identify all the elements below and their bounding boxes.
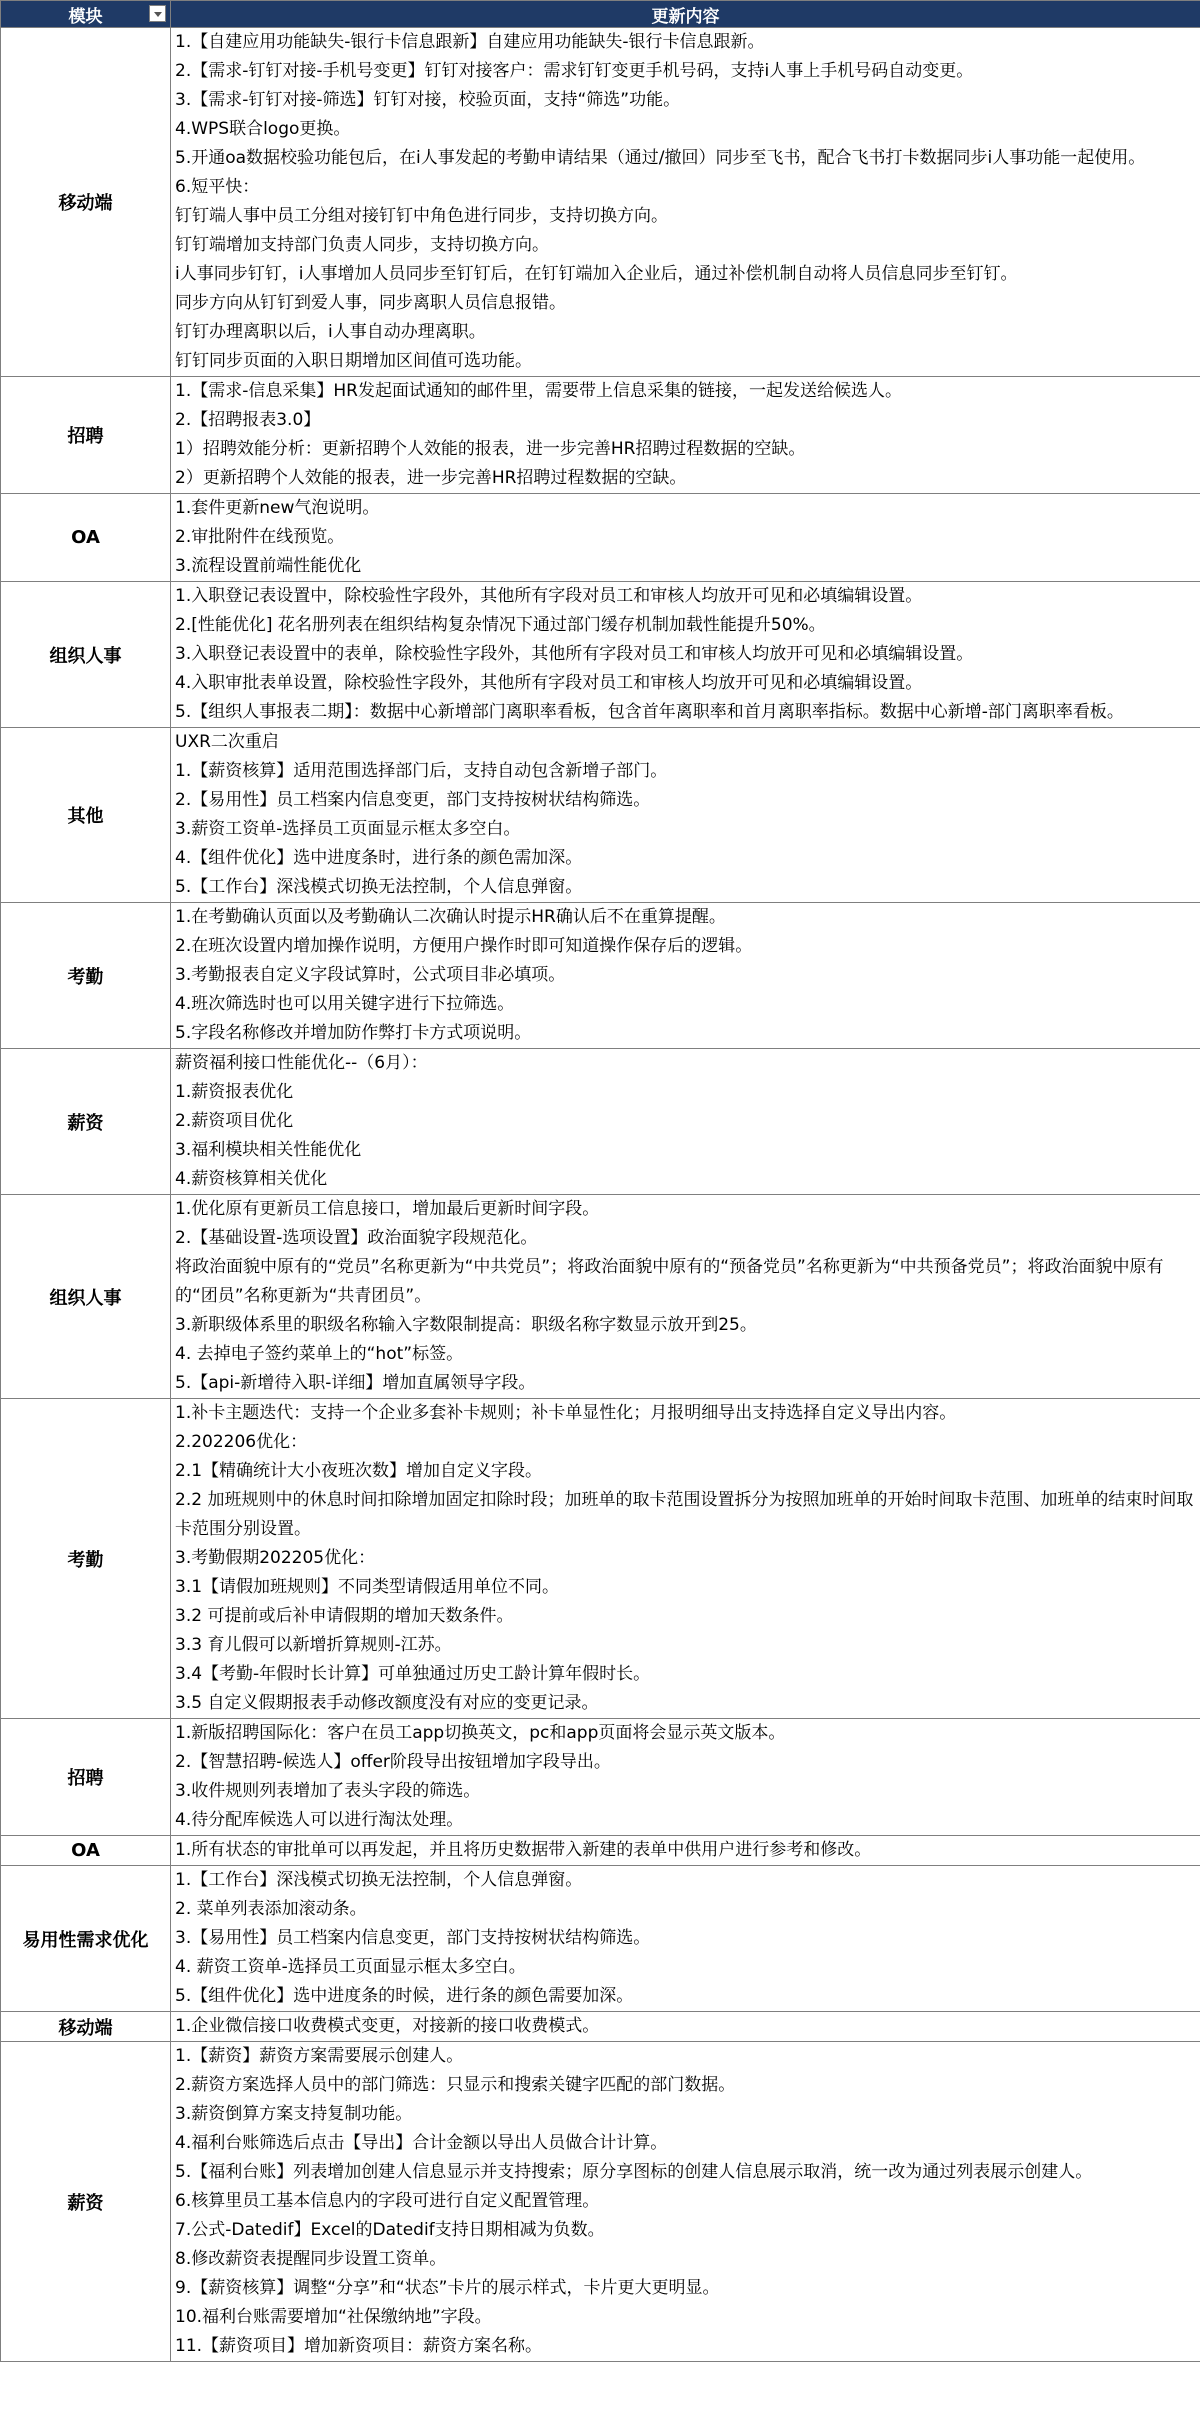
content-line: 2.202206优化： — [175, 1432, 308, 1452]
content-line: 2.【需求-钉钉对接-手机号变更】钉钉对接客户：需求钉钉变更手机号码，支持i人事上手机号码自动变更。 — [175, 61, 974, 81]
content-header-label: 更新内容 — [651, 6, 720, 27]
module-cell[interactable]: 其他 — [1, 728, 171, 903]
content-line: 2）更新招聘个人效能的报表，进一步完善HR招聘过程数据的空缺。 — [175, 468, 687, 488]
content-line: 4.薪资核算相关优化 — [175, 1169, 328, 1189]
content-line: 3.福利模块相关性能优化 — [175, 1140, 362, 1160]
table-row — [1, 903, 1200, 1049]
module-cell[interactable]: 移动端 — [1, 2012, 171, 2042]
content-line: 4. 薪资工资单-选择员工页面显示框太多空白。 — [175, 1957, 526, 1977]
content-line: 3.5 自定义假期报表手动修改额度没有对应的变更记录。 — [175, 1693, 599, 1713]
module-cell[interactable]: 组织人事 — [1, 1195, 171, 1399]
content-line: 5.字段名称修改并增加防作弊打卡方式项说明。 — [175, 1023, 532, 1043]
content-line: 2.【基础设置-选项设置】政治面貌字段规范化。 — [175, 1228, 538, 1248]
filter-dropdown-icon[interactable] — [149, 5, 166, 22]
header-row — [1, 1, 1200, 28]
content-line: 11.【薪资项目】增加新资项目：薪资方案名称。 — [175, 2336, 543, 2356]
content-line: 1.薪资报表优化 — [175, 1082, 294, 1102]
table-row — [1, 1195, 1200, 1399]
table-body — [1, 28, 1200, 2362]
content-line: 2.薪资项目优化 — [175, 1111, 294, 1131]
content-line: 1.套件更新new气泡说明。 — [175, 498, 380, 518]
content-line: 3.【需求-钉钉对接-筛选】钉钉对接，校验页面，支持“筛选”功能。 — [175, 90, 681, 110]
content-line: 3.收件规则列表增加了表头字段的筛选。 — [175, 1781, 481, 1801]
table-row — [1, 582, 1200, 728]
content-line: 2.【智慧招聘-候选人】offer阶段导出按钮增加字段导出。 — [175, 1752, 611, 1772]
content-line: 钉钉端人事中员工分组对接钉钉中角色进行同步，支持切换方向。 — [175, 206, 668, 226]
module-cell[interactable]: 薪资 — [1, 1049, 171, 1195]
content-cell[interactable] — [171, 1719, 1200, 1836]
content-line: 钉钉端增加支持部门负责人同步，支持切换方向。 — [175, 235, 549, 255]
content-line: 3.薪资倒算方案支持复制功能。 — [175, 2104, 413, 2124]
content-line: 4.入职审批表单设置，除校验性字段外，其他所有字段对员工和审核人均放开可见和必填编辑设置。 — [175, 673, 923, 693]
content-line: 1.所有状态的审批单可以再发起，并且将历史数据带入新建的表单中供用户进行参考和修改。 — [175, 1840, 872, 1860]
content-line: 5.【组织人事报表二期】：数据中心新增部门离职率看板，包含首年离职率和首月离职率指标。数据中心新增-部门离职率看板。 — [175, 702, 1124, 722]
content-cell[interactable] — [171, 728, 1200, 903]
table-row — [1, 1399, 1200, 1719]
content-line: 2.薪资方案选择人员中的部门筛选：只显示和搜索关键字匹配的部门数据。 — [175, 2075, 736, 2095]
table-row — [1, 1836, 1200, 1866]
content-line: 2.在班次设置内增加操作说明，方便用户操作时即可知道操作保存后的逻辑。 — [175, 936, 753, 956]
module-cell[interactable]: 易用性需求优化 — [1, 1866, 171, 2012]
content-line: UXR二次重启 — [175, 732, 279, 752]
module-cell[interactable]: 移动端 — [1, 28, 171, 377]
content-line: 4.WPS联合logo更换。 — [175, 119, 351, 139]
content-line: 3.入职登记表设置中的表单，除校验性字段外，其他所有字段对员工和审核人均放开可见和必填编辑设置。 — [175, 644, 974, 664]
table-row — [1, 2042, 1200, 2362]
content-cell[interactable] — [171, 1195, 1200, 1399]
content-cell[interactable] — [171, 494, 1200, 582]
content-cell[interactable] — [171, 1866, 1200, 2012]
content-line: 9.【薪资核算】调整“分享”和“状态”卡片的展示样式，卡片更大更明显。 — [175, 2278, 720, 2298]
content-line: 3.薪资工资单-选择员工页面显示框太多空白。 — [175, 819, 521, 839]
content-line: 1.在考勤确认页面以及考勤确认二次确认时提示HR确认后不在重算提醒。 — [175, 907, 726, 927]
table-row — [1, 728, 1200, 903]
module-cell[interactable]: 考勤 — [1, 1399, 171, 1719]
module-cell[interactable]: OA — [1, 494, 171, 582]
content-line: 1）招聘效能分析：更新招聘个人效能的报表，进一步完善HR招聘过程数据的空缺。 — [175, 439, 806, 459]
content-line: 2.【招聘报表3.0】 — [175, 410, 321, 430]
content-line: 3.新职级体系里的职级名称输入字数限制提高：职级名称字数显示放开到25。 — [175, 1315, 757, 1335]
table-row — [1, 1049, 1200, 1195]
content-line: 3.3 育儿假可以新增折算规则-江苏。 — [175, 1635, 452, 1655]
module-header-label: 模块 — [68, 6, 103, 27]
content-cell[interactable] — [171, 2042, 1200, 2362]
content-cell[interactable] — [171, 582, 1200, 728]
content-line: 1.企业微信接口收费模式变更，对接新的接口收费模式。 — [175, 2016, 600, 2036]
content-line: 3.【易用性】员工档案内信息变更，部门支持按树状结构筛选。 — [175, 1928, 651, 1948]
content-line: 钉钉同步页面的入职日期增加区间值可选功能。 — [175, 351, 532, 371]
content-line: 2. 菜单列表添加滚动条。 — [175, 1899, 367, 1919]
module-cell[interactable]: 薪资 — [1, 2042, 171, 2362]
content-line: 1.入职登记表设置中，除校验性字段外，其他所有字段对员工和审核人均放开可见和必填编辑设置。 — [175, 586, 923, 606]
content-line: 1.【工作台】深浅模式切换无法控制，个人信息弹窗。 — [175, 1870, 583, 1890]
content-line: 6.核算里员工基本信息内的字段可进行自定义配置管理。 — [175, 2191, 600, 2211]
content-line: 2.【易用性】员工档案内信息变更，部门支持按树状结构筛选。 — [175, 790, 651, 810]
content-line: 10.福利台账需要增加“社保缴纳地”字段。 — [175, 2307, 492, 2327]
table-row — [1, 1719, 1200, 1836]
content-line: 1.【薪资核算】适用范围选择部门后，支持自动包含新增子部门。 — [175, 761, 668, 781]
content-line: 3.1【请假加班规则】不同类型请假适用单位不同。 — [175, 1577, 560, 1597]
content-line: 1.补卡主题迭代：支持一个企业多套补卡规则；补卡单显性化；月报明细导出支持选择自定义导出内容。 — [175, 1403, 957, 1423]
content-line: 6.短平快： — [175, 177, 260, 197]
content-cell[interactable] — [171, 28, 1200, 377]
content-line: 4. 去掉电子签约菜单上的“hot”标签。 — [175, 1344, 464, 1364]
content-line: 3.考勤报表自定义字段试算时，公式项目非必填项。 — [175, 965, 566, 985]
module-cell[interactable]: OA — [1, 1836, 171, 1866]
content-line: 钉钉办理离职以后，i人事自动办理离职。 — [175, 322, 486, 342]
module-cell[interactable]: 招聘 — [1, 1719, 171, 1836]
content-line: 8.修改薪资表提醒同步设置工资单。 — [175, 2249, 447, 2269]
content-line: 2.1【精确统计大小夜班次数】增加自定义字段。 — [175, 1461, 543, 1481]
content-line: 1.【薪资】薪资方案需要展示创建人。 — [175, 2046, 464, 2066]
content-line: 2.[性能优化] 花名册列表在组织结构复杂情况下通过部门缓存机制加载性能提升50%。 — [175, 615, 826, 635]
content-cell[interactable] — [171, 903, 1200, 1049]
content-line: i人事同步钉钉，i人事增加人员同步至钉钉后，在钉钉端加入企业后，通过补偿机制自动将人员信息同步至钉钉。 — [175, 264, 1018, 284]
table-row — [1, 2012, 1200, 2042]
table-row — [1, 494, 1200, 582]
content-line: 3.考勤假期202205优化： — [175, 1548, 376, 1568]
content-cell[interactable] — [171, 1836, 1200, 1866]
content-line: 1.优化原有更新员工信息接口，增加最后更新时间字段。 — [175, 1199, 600, 1219]
content-line: 4.班次筛选时也可以用关键字进行下拉筛选。 — [175, 994, 515, 1014]
content-line: 1.【自建应用功能缺失-银行卡信息跟新】自建应用功能缺失-银行卡信息跟新。 — [175, 32, 765, 52]
content-line: 4.福利台账筛选后点击【导出】合计金额以导出人员做合计计算。 — [175, 2133, 668, 2153]
table-row — [1, 1866, 1200, 2012]
content-header — [171, 1, 1200, 28]
content-cell[interactable] — [171, 377, 1200, 494]
content-line: 同步方向从钉钉到爱人事，同步离职人员信息报错。 — [175, 293, 566, 313]
content-line: 1.【需求-信息采集】HR发起面试通知的邮件里，需要带上信息采集的链接，一起发送给候选人。 — [175, 381, 902, 401]
content-line: 1.新版招聘国际化：客户在员工app切换英文，pc和app页面将会显示英文版本。 — [175, 1723, 786, 1743]
content-line: 3.流程设置前端性能优化 — [175, 556, 362, 576]
content-line: 5.开通oa数据校验功能包后，在i人事发起的考勤申请结果（通过/撤回）同步至飞书，配合飞书打卡数据同步i人事功能一起使用。 — [175, 148, 1146, 168]
module-cell[interactable]: 考勤 — [1, 903, 171, 1049]
content-line: 5.【福利台账】列表增加创建人信息显示并支持搜索；原分享图标的创建人信息展示取消，统一改为通过列表展示创建人。 — [175, 2162, 1093, 2182]
content-line: 5.【工作台】深浅模式切换无法控制，个人信息弹窗。 — [175, 877, 583, 897]
content-line: 2.2 加班规则中的休息时间扣除增加固定扣除时段；加班单的取卡范围设置拆分为按照加班单的开始时间取卡范围、加班单的结束时间取卡范围分别设置。 — [175, 1490, 1194, 1539]
content-line: 4.【组件优化】选中进度条时，进行条的颜色需加深。 — [175, 848, 583, 868]
content-cell[interactable] — [171, 2012, 1200, 2042]
content-cell[interactable] — [171, 1049, 1200, 1195]
content-line: 3.4【考勤-年假时长计算】可单独通过历史工龄计算年假时长。 — [175, 1664, 651, 1684]
module-header — [1, 1, 171, 28]
content-line: 2.审批附件在线预览。 — [175, 527, 345, 547]
content-line: 5.【api-新增待入职-详细】增加直属领导字段。 — [175, 1373, 536, 1393]
content-line: 4.待分配库候选人可以进行淘汰处理。 — [175, 1810, 464, 1830]
content-cell[interactable] — [171, 1399, 1200, 1719]
content-line: 3.2 可提前或后补申请假期的增加天数条件。 — [175, 1606, 514, 1626]
content-line: 薪资福利接口性能优化--（6月）： — [175, 1053, 428, 1073]
table-row — [1, 377, 1200, 494]
content-line: 7.公式-Datedif】Excel的Datedif支持日期相减为负数。 — [175, 2220, 605, 2240]
table-row — [1, 28, 1200, 377]
content-line: 5.【组件优化】选中进度条的时候，进行条的颜色需要加深。 — [175, 1986, 634, 2006]
content-line: 将政治面貌中原有的“党员”名称更新为“中共党员”；将政治面貌中原有的“预备党员”名称更新为“中共预备党员”；将政治面貌中原有的“团员”名称更新为“共青团员”。 — [175, 1257, 1164, 1306]
module-cell[interactable]: 招聘 — [1, 377, 171, 494]
module-cell[interactable]: 组织人事 — [1, 582, 171, 728]
